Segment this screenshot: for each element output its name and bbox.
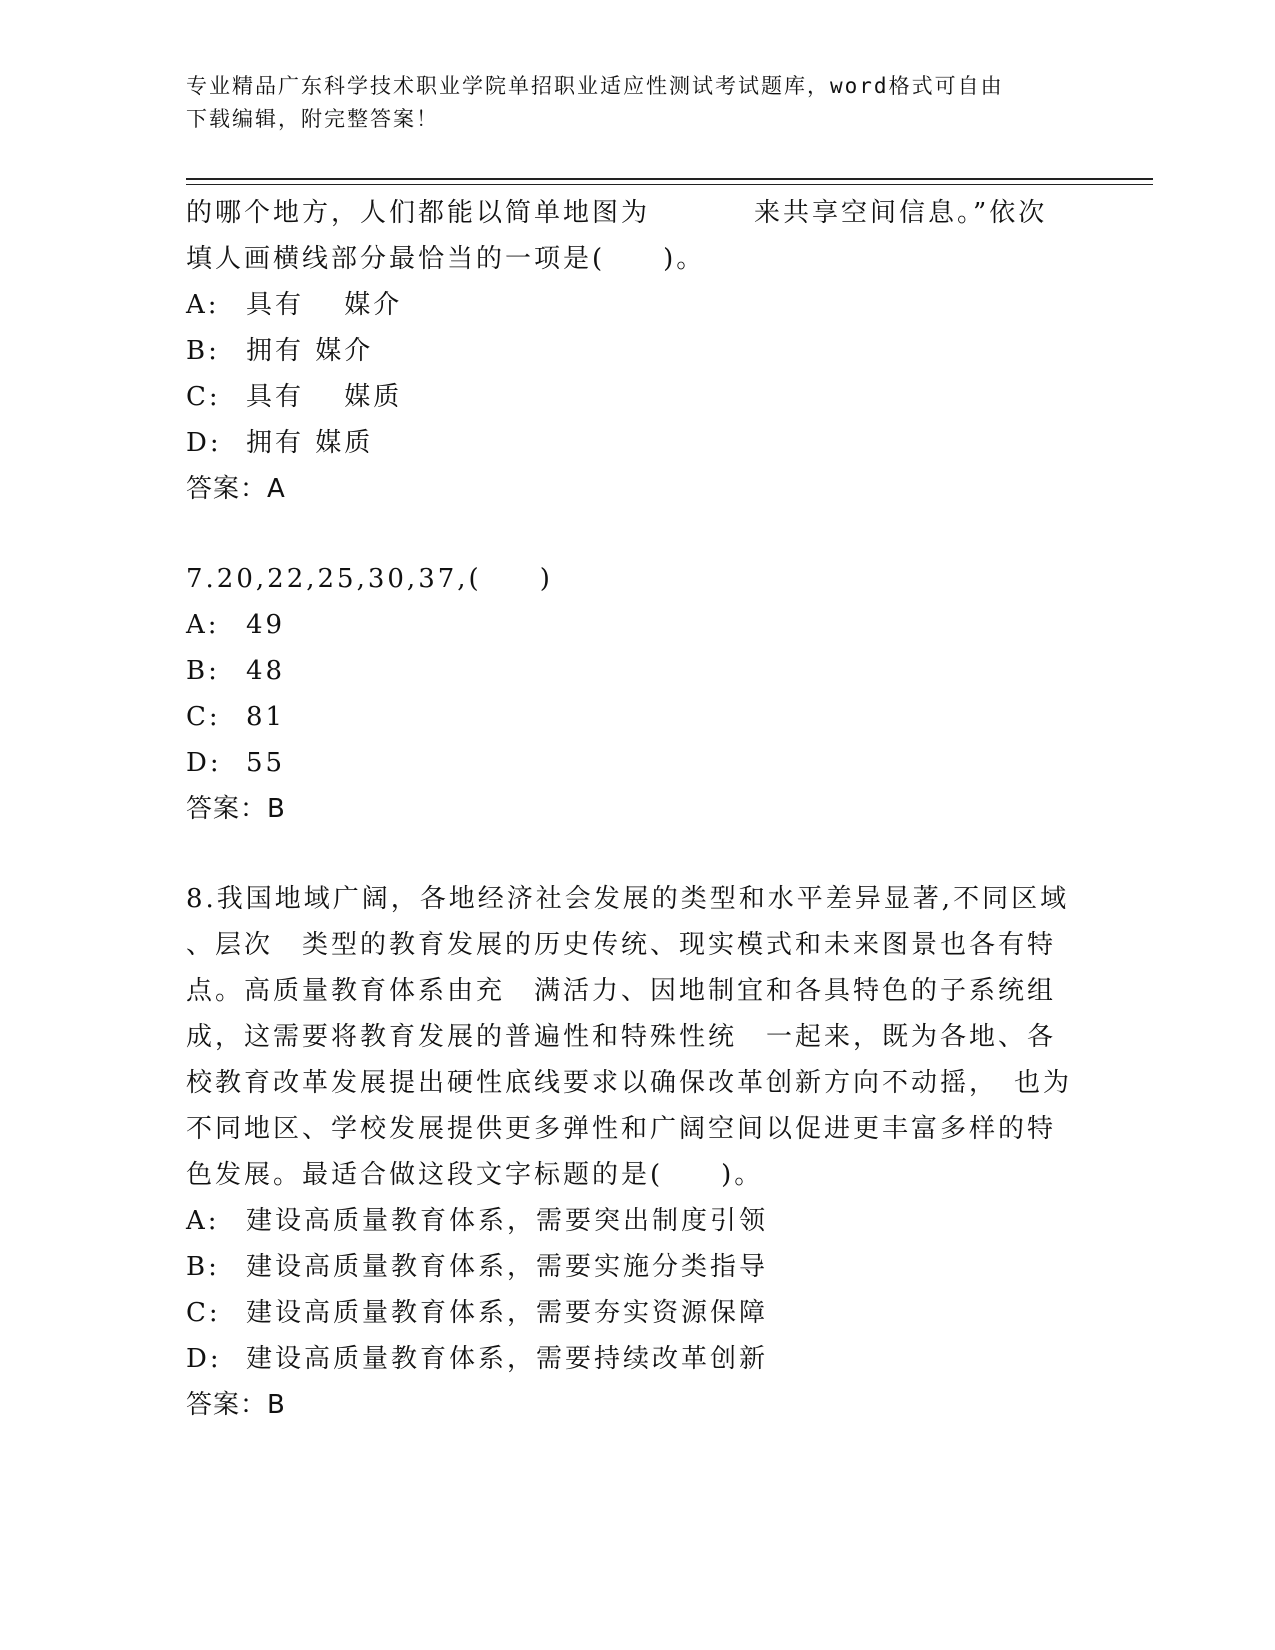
question-8-option-d [186, 1336, 1086, 1382]
option-text: 具有 媒介 [246, 290, 403, 320]
question-6-option-b [186, 328, 1086, 374]
question-8-stem-line: 成，这需要将教育发展的普遍性和特殊性统 一起来，既为各地、各 [186, 1022, 1057, 1052]
option-text: 拥有 媒介 [246, 336, 374, 366]
question-6-answer: 答案：A [186, 474, 286, 504]
question-8-answer: 答案：B [186, 1390, 286, 1420]
document-header [186, 70, 1066, 136]
option-text: 具有 媒质 [246, 382, 403, 412]
question-7-option-b [186, 648, 1086, 694]
option-label: A: [186, 1206, 220, 1236]
option-text: 建设高质量教育体系，需要夯实资源保障 [246, 1298, 769, 1328]
question-8-option-a [186, 1198, 1086, 1244]
question-7-option-d [186, 740, 1086, 786]
option-text: 48 [246, 656, 286, 686]
option-text: 建设高质量教育体系，需要实施分类指导 [246, 1252, 769, 1282]
question-7 [186, 556, 1086, 832]
spacer [186, 512, 1086, 556]
question-7-stem: 7.20,22,25,30,37,( ) [186, 564, 553, 594]
option-text: 81 [246, 702, 286, 732]
option-label: B: [186, 336, 220, 366]
question-7-option-c [186, 694, 1086, 740]
question-8-option-c [186, 1290, 1086, 1336]
option-label: C: [186, 382, 221, 412]
question-8-stem-line: 不同地区、学校发展提供更多弹性和广阔空间以促进更丰富多样的特 [186, 1114, 1057, 1144]
option-label: C: [186, 1298, 221, 1328]
option-label: B: [186, 656, 220, 686]
question-content [186, 190, 1086, 1428]
option-label: C: [186, 702, 221, 732]
header-line-2: 下载编辑，附完整答案！ [186, 107, 439, 131]
option-label: D: [186, 748, 222, 778]
header-divider-thin [186, 184, 1153, 185]
option-label: A: [186, 610, 220, 640]
header-divider-thick [186, 178, 1153, 180]
question-8-option-b [186, 1244, 1086, 1290]
question-8-stem-line: 点。高质量教育体系由充 满活力、因地制宜和各具特色的子系统组 [186, 976, 1057, 1006]
question-7-option-a [186, 602, 1086, 648]
option-label: A: [186, 290, 220, 320]
question-6-option-c [186, 374, 1086, 420]
question-8-stem-line: 8.我国地域广阔，各地经济社会发展的类型和水平差异显著,不同区域 [186, 884, 1070, 914]
option-text: 拥有 媒质 [246, 428, 374, 458]
option-text: 49 [246, 610, 286, 640]
question-6-stem-part-2: 来共享空间信息。”依次 [754, 198, 1048, 228]
question-8-stem-line: 、层次 类型的教育发展的历史传统、现实模式和未来图景也各有特 [186, 930, 1057, 960]
option-text: 建设高质量教育体系，需要持续改革创新 [246, 1344, 769, 1374]
question-6-stem-part-1: 的哪个地方，人们都能以简单地图为 [186, 198, 651, 228]
spacer [186, 832, 1086, 876]
header-line-1: 专业精品广东科学技术职业学院单招职业适应性测试考试题库，word格式可自由 [186, 74, 1004, 98]
question-6-stem-line-2: 填人画横线部分最恰当的一项是( )。 [186, 244, 706, 274]
question-8-stem-line: 校教育改革发展提出硬性底线要求以确保改革创新方向不动摇， 也为 [186, 1068, 1073, 1098]
option-text: 建设高质量教育体系，需要突出制度引领 [246, 1206, 769, 1236]
question-6-stem-line-1 [186, 190, 1086, 236]
question-7-answer: 答案：B [186, 794, 286, 824]
option-text: 55 [246, 748, 286, 778]
question-6-option-d [186, 420, 1086, 466]
option-label: B: [186, 1252, 220, 1282]
question-6 [186, 190, 1086, 512]
question-8-stem-line: 色发展。最适合做这段文字标题的是( )。 [186, 1160, 764, 1190]
option-label: D: [186, 1344, 222, 1374]
option-label: D: [186, 428, 222, 458]
question-6-option-a [186, 282, 1086, 328]
question-8 [186, 876, 1086, 1428]
